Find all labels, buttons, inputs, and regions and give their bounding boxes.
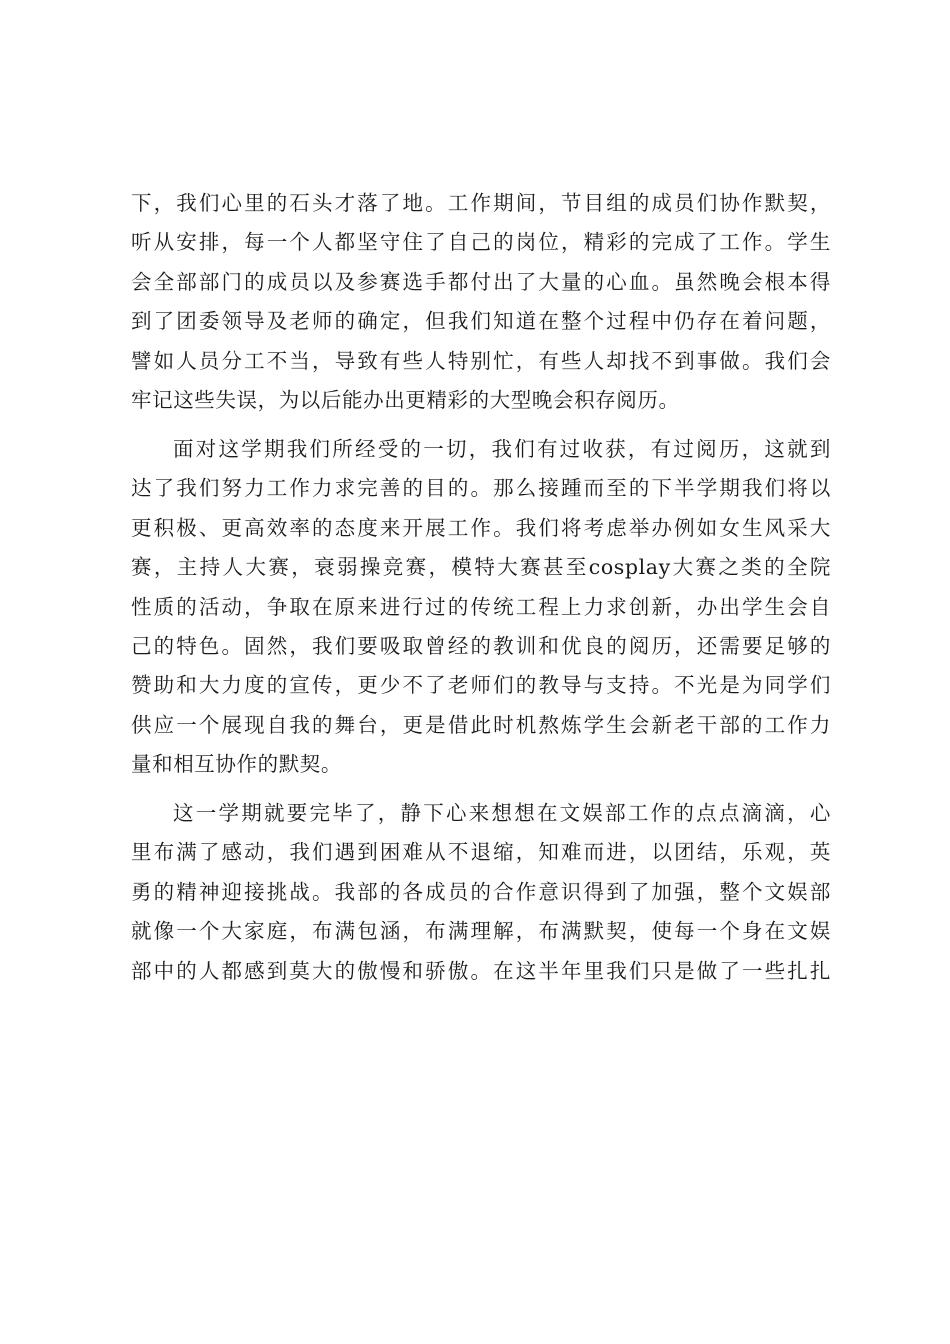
paragraph-line: 这一学期就要完毕了，静下心来想想在文娱部工作的点点滴滴，心: [173, 801, 831, 826]
paragraph-line: 量和相互协作的默契。: [131, 752, 342, 777]
paragraph-line: 听从安排，每一个人都坚守住了自己的岗位，精彩的完成了工作。学生: [131, 230, 831, 255]
paragraph-line: 供应一个展现自我的舞台，更是借此时机熬炼学生会新老干部的工作力: [131, 712, 831, 737]
paragraph-3: [131, 794, 831, 991]
paragraph-line: 勇的精神迎接挑战。我部的各成员的合作意识得到了加强，整个文娱部: [131, 879, 831, 904]
paragraph-line: 会全部部门的成员以及参赛选手都付出了大量的心血。虽然晚会根本得: [131, 269, 831, 294]
paragraph-line: 赞助和大力度的宣传，更少不了老师们的教导与支持。不光是为同学们: [131, 673, 831, 698]
paragraph-line: 性质的活动，争取在原来进行过的传统工程上力求创新，办出学生会自: [131, 594, 831, 619]
paragraph-1: [131, 184, 831, 420]
body-text: [131, 184, 831, 991]
paragraph-line: 面对这学期我们所经受的一切，我们有过收获，有过阅历，这就到: [173, 436, 831, 461]
paragraph-line: 达了我们努力工作力求完善的目的。那么接踵而至的下半学期我们将以: [131, 476, 831, 501]
paragraph-line: 牢记这些失误，为以后能办出更精彩的大型晚会积存阅历。: [131, 387, 680, 412]
paragraph-line: 部中的人都感到莫大的傲慢和骄傲。在这半年里我们只是做了一些扎扎: [131, 958, 831, 983]
paragraph-line: 譬如人员分工不当，导致有些人特别忙，有些人却找不到事做。我们会: [131, 348, 831, 373]
paragraph-line: 更积极、更高效率的态度来开展工作。我们将考虑举办例如女生风采大: [131, 515, 831, 540]
paragraph-2: [131, 430, 831, 785]
paragraph-line: 到了团委领导及老师的确定，但我们知道在整个过程中仍存在着问题，: [131, 309, 831, 334]
paragraph-line: 下，我们心里的石头才落了地。工作期间，节目组的成员们协作默契，: [131, 191, 831, 215]
paragraph-line: 赛，主持人大赛，衰弱操竞赛，模特大赛甚至cosplay大赛之类的全院: [131, 555, 831, 580]
paragraph-line: 里布满了感动，我们遇到困难从不退缩，知难而进，以团结，乐观，英: [131, 840, 831, 865]
paragraph-line: 就像一个大家庭，布满包涵，布满理解，布满默契，使每一个身在文娱: [131, 919, 831, 944]
paragraph-line: 己的特色。固然，我们要吸取曾经的教训和优良的阅历，还需要足够的: [131, 633, 831, 658]
